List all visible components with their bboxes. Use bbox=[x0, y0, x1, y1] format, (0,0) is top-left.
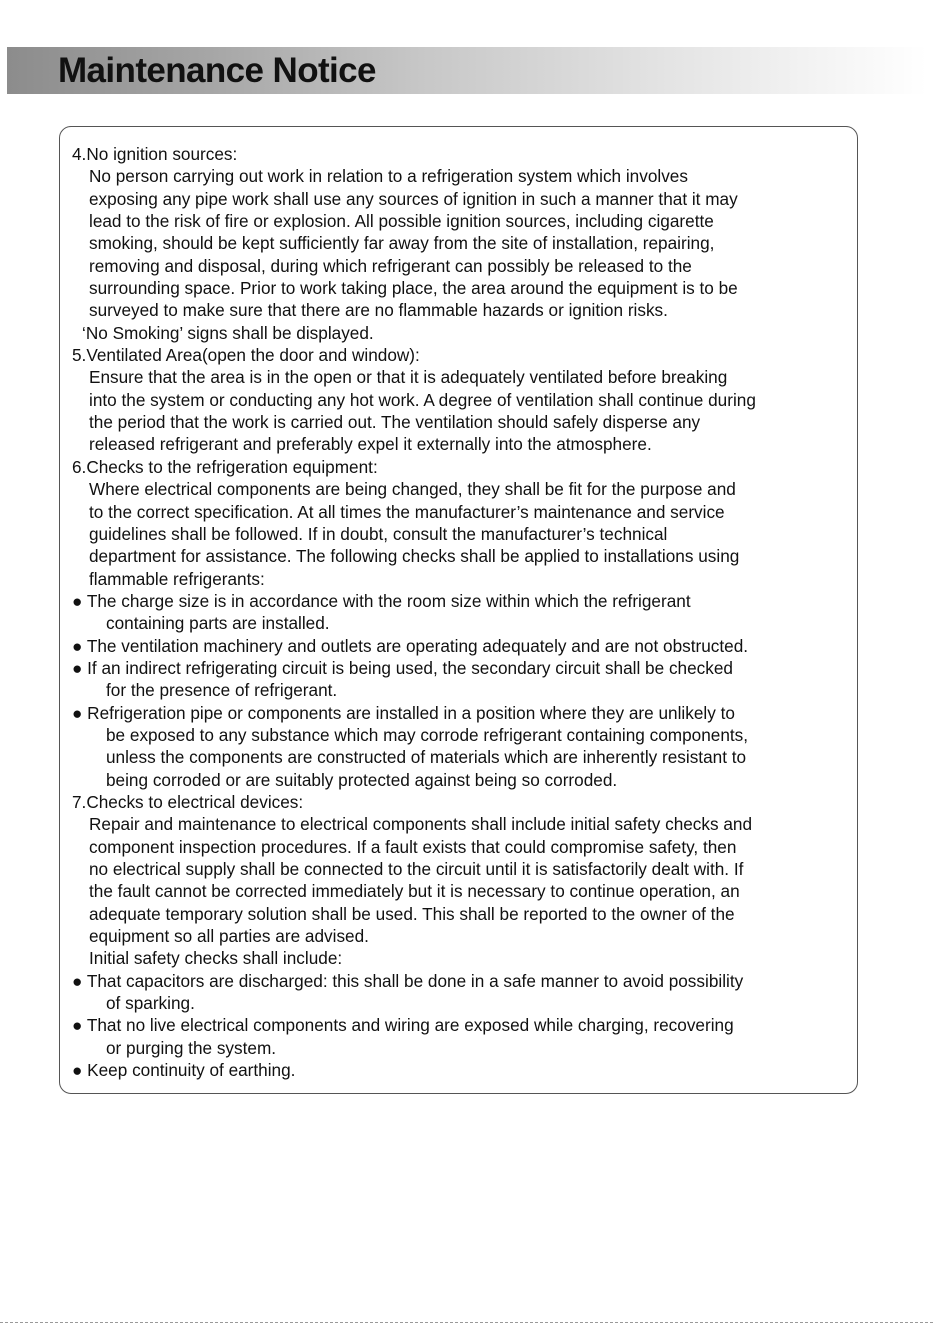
text-line: 4.No ignition sources: bbox=[72, 144, 238, 164]
text-line: equipment so all parties are advised. bbox=[89, 926, 369, 947]
text-line: Where electrical components are being changed, they shall be fit for the purpose and bbox=[89, 479, 736, 500]
page-title: Maintenance Notice bbox=[58, 51, 376, 90]
page-bottom-rule bbox=[0, 1322, 933, 1323]
text-line: ● That capacitors are discharged: this shall be done in a safe manner to avoid possibility bbox=[72, 970, 744, 991]
text-line: 7.Checks to electrical devices: bbox=[72, 791, 304, 812]
text-line: Initial safety checks shall include: bbox=[89, 948, 343, 969]
notice-box bbox=[59, 126, 858, 1094]
text-line: be exposed to any substance which may corrode refrigerant containing components, bbox=[106, 724, 749, 745]
text-line: ‘No Smoking’ signs shall be displayed. bbox=[82, 322, 374, 343]
text-line: released refrigerant and preferably expel it externally into the atmosphere. bbox=[89, 434, 652, 455]
text-line: ● Keep continuity of earthing. bbox=[72, 1060, 296, 1081]
text-line: flammable refrigerants: bbox=[89, 568, 265, 589]
text-line: Repair and maintenance to electrical components shall include initial safety checks and bbox=[89, 814, 753, 835]
text-line: adequate temporary solution shall be used. This shall be reported to the owner of the bbox=[89, 903, 735, 924]
text-line: the fault cannot be corrected immediately but it is necessary to continue operation, an bbox=[89, 881, 740, 902]
text-line: 6.Checks to the refrigeration equipment: bbox=[72, 456, 378, 477]
text-line: for the presence of refrigerant. bbox=[106, 680, 338, 701]
text-line: removing and disposal, during which refrigerant can possibly be released to the bbox=[89, 255, 692, 276]
text-line: No person carrying out work in relation to a refrigeration system which involves bbox=[89, 166, 688, 187]
header-band bbox=[7, 47, 927, 94]
text-line: no electrical supply shall be connected to the circuit until it is satisfactorily dealt with. If bbox=[89, 859, 744, 879]
text-line: exposing any pipe work shall use any sources of ignition in such a manner that it may bbox=[89, 188, 738, 209]
text-line: smoking, should be kept sufficiently far away from the site of installation, repairing, bbox=[89, 233, 715, 254]
text-line: ● That no live electrical components and wiring are exposed while charging, recovering bbox=[72, 1015, 734, 1036]
text-line: of sparking. bbox=[106, 993, 195, 1014]
text-line: ● If an indirect refrigerating circuit is being used, the secondary circuit shall be checked bbox=[72, 657, 733, 678]
text-line: the period that the work is carried out. The ventilation should safely disperse any bbox=[89, 412, 701, 433]
text-line: component inspection procedures. If a fault exists that could compromise safety, then bbox=[89, 836, 737, 857]
text-line: to the correct specification. At all times the manufacturer’s maintenance and service bbox=[89, 501, 725, 522]
text-line: department for assistance. The following checks shall be applied to installations using bbox=[89, 546, 740, 567]
text-line: surveyed to make sure that there are no flammable hazards or ignition risks. bbox=[89, 300, 668, 321]
notice-text bbox=[72, 143, 858, 1081]
text-line: containing parts are installed. bbox=[106, 613, 330, 634]
text-line: ● The ventilation machinery and outlets are operating adequately and are not obstructed. bbox=[72, 635, 749, 656]
text-line: lead to the risk of fire or explosion. All possible ignition sources, including cigarette bbox=[89, 211, 714, 232]
text-line: 5.Ventilated Area(open the door and window): bbox=[72, 345, 420, 366]
text-line: ● The charge size is in accordance with the room size within which the refrigerant bbox=[72, 590, 691, 611]
text-line: Ensure that the area is in the open or that it is adequately ventilated before breaking bbox=[89, 367, 728, 388]
text-line: being corroded or are suitably protected against being so corroded. bbox=[106, 769, 618, 790]
text-line: unless the components are constructed of materials which are inherently resistant to bbox=[106, 747, 747, 768]
text-line: into the system or conducting any hot work. A degree of ventilation shall continue during bbox=[89, 389, 756, 410]
text-line: ● Refrigeration pipe or components are installed in a position where they are unlikely to bbox=[72, 702, 735, 723]
text-line: surrounding space. Prior to work taking place, the area around the equipment is to be bbox=[89, 278, 738, 299]
text-line: guidelines shall be followed. If in doubt, consult the manufacturer’s technical bbox=[89, 523, 668, 544]
text-line: or purging the system. bbox=[106, 1037, 277, 1058]
